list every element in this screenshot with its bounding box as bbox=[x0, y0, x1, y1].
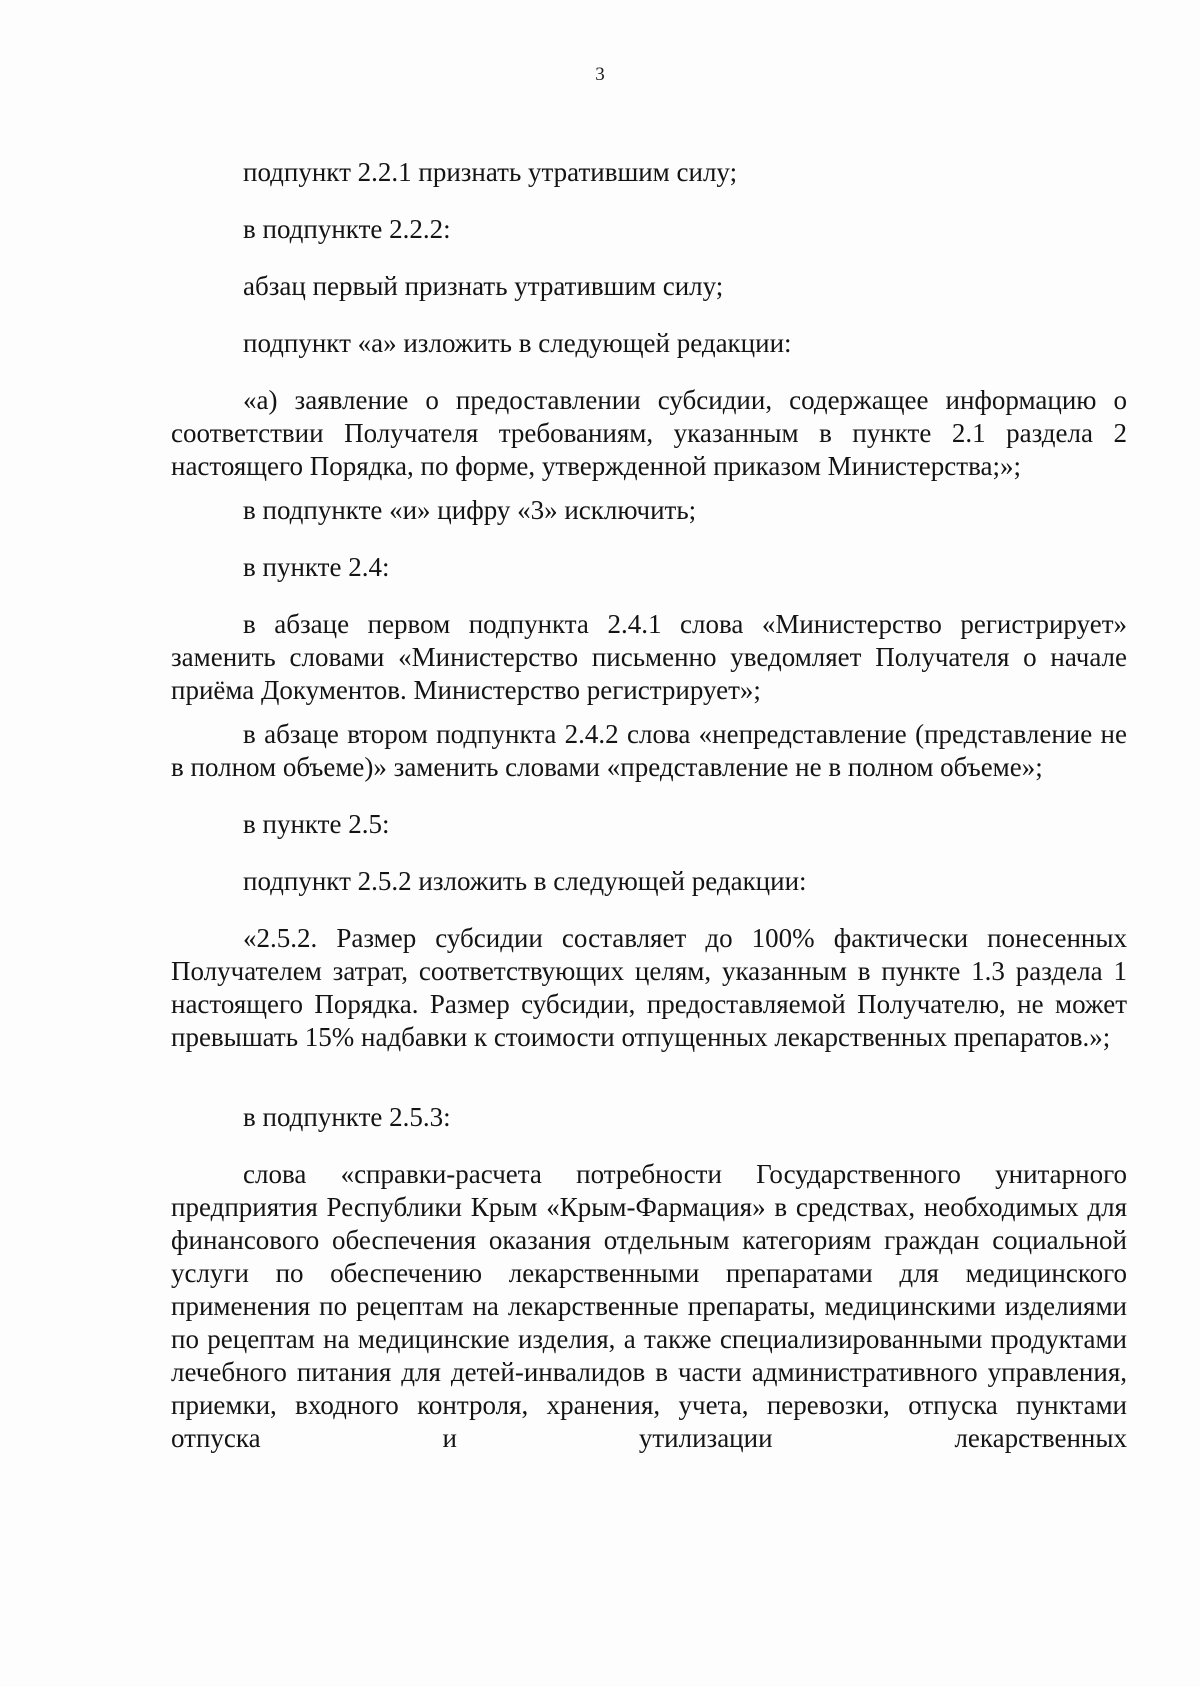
paragraph-4: подпункт «а» изложить в следующей редакции: bbox=[243, 328, 792, 358]
paragraph-8: в абзаце первом подпункта 2.4.1 слова «Министерство регистрирует» заменить словами «Министерство письменно уведомляет Получателя о начале приёма Документов. Министерство регистрирует»; bbox=[171, 609, 1127, 705]
paragraph-11: подпункт 2.5.2 изложить в следующей редакции: bbox=[243, 866, 807, 896]
paragraph-9: в абзаце втором подпункта 2.4.2 слова «непредставление (представление не в полном объеме)» заменить словами «представление не в полном объеме»; bbox=[171, 719, 1127, 782]
paragraph-7: в пункте 2.4: bbox=[243, 552, 390, 582]
paragraph-2: в подпункте 2.2.2: bbox=[243, 214, 451, 244]
paragraph-12: «2.5.2. Размер субсидии составляет до 100% фактически понесенных Получателем затрат, соответствующих целям, указанным в пункте 1.3 раздела 1 настоящего Порядка. Размер субсидии, предоставляемой Получателю, не может превышать 15% надбавки к стоимости отпущенных лекарственных препаратов.»; bbox=[171, 923, 1127, 1052]
paragraph-13: в подпункте 2.5.3: bbox=[243, 1102, 451, 1132]
paragraph-3: абзац первый признать утратившим силу; bbox=[243, 271, 724, 301]
paragraph-6: в подпункте «и» цифру «3» исключить; bbox=[243, 495, 697, 525]
paragraph-5: «а) заявление о предоставлении субсидии, содержащее информацию о соответствии Получателя требованиям, указанным в пункте 2.1 раздела 2 настоящего Порядка, по форме, утвержденной приказом Министерства;»; bbox=[171, 385, 1127, 481]
paragraph-1: подпункт 2.2.1 признать утратившим силу; bbox=[243, 157, 738, 187]
page-number: 3 bbox=[595, 64, 605, 85]
paragraph-10: в пункте 2.5: bbox=[243, 809, 390, 839]
paragraph-14: слова «справки-расчета потребности Государственного унитарного предприятия Республики Крым «Крым-Фармация» в средствах, необходимых для финансового обеспечения оказания отдельным категориям граждан социальной услуги по обеспечению лекарственными препаратами для медицинского применения по рецептам на лекарственные препараты, медицинскими изделиями по рецептам на медицинские изделия, а также специализированными продуктами лечебного питания для детей-инвалидов в части административного управления, приемки, входного контроля, хранения, учета, перевозки, отпуска пунктами отпуска и утилизации лекарственных bbox=[171, 1159, 1127, 1453]
